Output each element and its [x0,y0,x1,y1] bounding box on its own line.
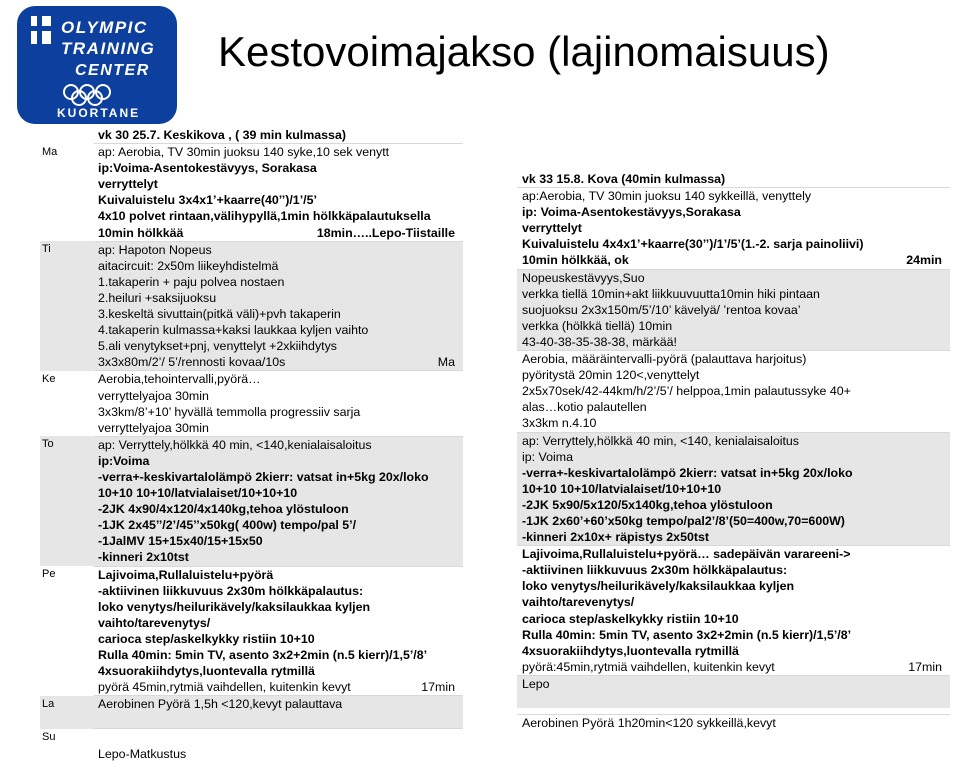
day-row [40,436,463,566]
plan-line: -kinneri 2x10x+ räpistys 2x50tst [522,530,710,545]
day-label: Ti [40,241,94,371]
plan-line: -1JK 2x45’’/2’/45’’x50kg( 400w) tempo/pal 5’/ [98,518,357,533]
plan-line: -verra+-keskivartalolämpö 2kierr: vatsat in+5kg 20x/loko [98,469,429,484]
plan-line: verryttelyajoa 30min [98,388,209,403]
logo-line-2: TRAINING [61,39,156,58]
olympic-training-center-logo [17,6,177,124]
day-block [517,714,950,731]
plan-line: -kinneri 2x10tst [98,550,189,565]
day-content [94,436,463,566]
logo-line-4: KUORTANE [57,106,141,120]
plan-line: -2JK 5x90/5x120/5x140kg,tehoa ylöstuloon [522,497,773,512]
plan-line: 2.heiluri +saksijuoksu [98,290,217,305]
plan-line-text: pyörä 45min,rytmiä vaihdellen, kuitenkin kevyt [98,680,351,695]
left-header-row [40,127,463,144]
plan-line-text: 10min hölkkää [98,225,184,240]
plan-line: Nopeuskestävyys,Suo [522,270,645,285]
plan-line: suojuoksu 2x3x150m/5’/10’ kävelyä/ ’rentoa kovaa’ [522,302,801,317]
day-block [517,432,950,546]
day-content [94,144,463,242]
plan-line: vaihto/tarevenytys/ [98,615,211,630]
plan-line: Kuivaluistelu 4x4x1’+kaarre(30’’)/1’/5’(1.-2. sarja painoliivi) [522,237,864,252]
plan-line-text: 3x3x80m/2’/ 5’/rennosti kovaa/10s [98,355,286,370]
plan-line: 10+10 10+10/latvialaiset/10+10+10 [522,481,722,496]
right-week-table [517,171,950,731]
day-row [40,729,463,762]
page-title: Kestovoimajakso (lajinomaisuus) [218,28,830,75]
plan-line: Lepo [522,676,550,691]
plan-line-duration: 17min [908,659,942,674]
plan-line: Lajivoima,Rullaluistelu+pyörä… sadepäivän varareeni-> [522,547,851,562]
plan-line-duration: 17min [421,680,455,695]
plan-line: ap:Aerobia, TV 30min juoksu 140 sykkeillä, venyttely [522,189,812,204]
plan-line [94,712,463,728]
plan-line: Lajivoima,Rullaluistelu+pyörä [98,567,274,582]
plan-line: ip:Voima [98,453,150,468]
day-block [517,187,950,268]
plan-line: ap: Verryttely,hölkkä 40 min, <140,kenialaisaloitus [98,437,372,452]
plan-line: vaihto/tarevenytys/ [522,595,635,610]
left-week-table [40,127,463,762]
plan-line: carioca step/askelkykky ristiin 10+10 [98,631,315,646]
plan-line: 10+10 10+10/latvialaiset/10+10+10 [98,486,298,501]
plan-line [94,354,463,370]
plan-line: ip: Voima-Asentokestävyys,Sorakasa [522,205,741,220]
plan-line: 3x3km/8’+10’ hyvällä temmolla progressiiv sarja [98,404,361,419]
plan-line: ip: Voima [522,449,573,464]
plan-line-text: 10min hölkkää, ok [522,253,629,268]
plan-line: 4xsuorakiihdytys,luontevalla rytmillä [98,664,315,679]
day-block [517,350,950,431]
left-header-text: vk 30 25.7. Keskikova , ( 39 min kulmassa) [98,128,346,142]
day-content [94,241,463,371]
plan-line: loko venytys/heilurikävely/kaksilaukkaa kyljen [522,579,795,594]
plan-line [94,679,463,695]
day-content [94,729,463,762]
plan-line: 4x10 polvet rintaan,välihypyllä,1min hölkkäpalautuksella [98,209,431,224]
plan-line: Aerobia,tehointervalli,pyörä… [98,372,261,387]
plan-line: 3.keskeltä sivuttain(pitkä väli)+pvh takaperin [98,307,341,322]
right-header-text: vk 33 15.8. Kova (40min kulmassa) [522,172,726,186]
plan-line: -aktiivinen liikkuvuus 2x30m hölkkäpalautus: [98,583,364,598]
plan-line: -2JK 4x90/4x120/4x140kg,tehoa ylöstuloon [98,502,349,517]
plan-line: Rulla 40min: 5min TV, asento 3x2+2min (n.5 kierr)/1,5’/8’ [98,648,428,662]
plan-line: verryttelyajoa 30min [98,420,209,435]
day-label: To [40,436,94,566]
plan-line: verryttelyt [522,221,582,236]
plan-line: alas…kotio palautellen [522,400,647,415]
plan-line: aitacircuit: 2x50m liikeyhdistelmä [98,258,279,273]
plan-line: verryttelyt [98,177,158,192]
plan-line-duration: 18min…..Lepo-Tiistaille [316,225,455,240]
plan-line: carioca step/askelkykky ristiin 10+10 [522,611,739,626]
plan-line: Aerobinen Pyörä 1h20min<120 sykkeillä,kevyt [522,716,776,731]
day-content [94,371,463,436]
day-content [94,696,463,729]
plan-line [94,729,463,745]
logo-line-3: CENTER [75,62,150,79]
plan-line: ap: Verryttely,hölkkä 40 min, <140, kenialaisaloitus [522,433,799,448]
plan-line: verkka (hölkkä tiellä) 10min [522,318,673,333]
plan-line: pyöritystä 20min 120<,venyttelyt [522,368,700,383]
day-block [517,269,950,350]
day-row [40,241,463,371]
day-content [94,566,463,696]
plan-line: ap: Hapoton Nopeus [98,242,212,257]
plan-line: -1JalMV 15+15x40/15+15x50 [98,534,263,549]
day-row [40,696,463,729]
plan-line: -verra+-keskivartalolämpö 2kierr: vatsat in+5kg 20x/loko [522,465,853,480]
plan-line [517,692,950,708]
plan-line-duration: Ma [437,355,455,370]
plan-line: loko venytys/heilurikävely/kaksilaukkaa kyljen [98,599,371,614]
plan-line: 1.takaperin + paju polvea nostaen [98,274,285,289]
plan-line [517,659,950,675]
day-label: Ma [42,145,58,158]
plan-line-duration: 24min [906,253,942,268]
plan-line [517,252,950,268]
day-row [40,566,463,696]
plan-line: Aerobinen Pyörä 1,5h <120,kevyt palauttava [98,697,343,712]
plan-line: 43-40-38-35-38-38, märkää! [522,334,677,349]
day-block [517,675,950,708]
plan-line: 4xsuorakiihdytys,luontevalla rytmillä [522,643,739,658]
plan-line: 3x3km n.4.10 [522,416,597,431]
finnish-flag-icon [31,16,51,44]
plan-line: 2x5x70sek/42-44km/h/2’/5’/ helppoa,1min palautussyke 40+ [522,384,851,399]
day-row [40,144,463,242]
day-label: Ke [42,372,56,385]
plan-line-text: pyörä:45min,rytmiä vaihdellen, kuitenkin kevyt [522,659,775,674]
day-row [40,371,463,436]
logo-line-1: OLYMPIC [61,18,148,37]
plan-line: Lepo-Matkustus [98,746,187,761]
day-label: Pe [42,568,56,581]
plan-line: ip:Voima-Asentokestävyys, Sorakasa [98,161,317,176]
day-block [517,545,950,675]
plan-line: verkka tiellä 10min+akt liikkuuvuutta10min hiki pintaan [522,286,820,301]
plan-line: ap: Aerobia, TV 30min juoksu 140 syke,10 sek venytt [98,145,390,160]
plan-line: 5.ali venytykset+pnj, venyttelyt +2xkiihdytys [98,339,337,354]
plan-line [94,225,463,241]
olympic-rings-icon [59,84,137,106]
day-label: La [40,696,94,729]
day-label: Su [42,730,56,743]
plan-line: -1JK 2x60’+60’x50kg tempo/pal2’/8’(50=400w,70=600W) [522,513,845,528]
plan-line: Aerobia, määräintervalli-pyörä (palauttava harjoitus) [522,352,807,367]
plan-line: Kuivaluistelu 3x4x1’+kaarre(40’’)/1’/5’ [98,193,317,208]
plan-line: 4.takaperin kulmassa+kaksi laukkaa kyljen vaihto [98,323,369,338]
plan-line: -aktiivinen liikkuvuus 2x30m hölkkäpalautus: [522,563,788,578]
plan-line: Rulla 40min: 5min TV, asento 3x2+2min (n.5 kierr)/1,5’/8’ [522,627,852,642]
